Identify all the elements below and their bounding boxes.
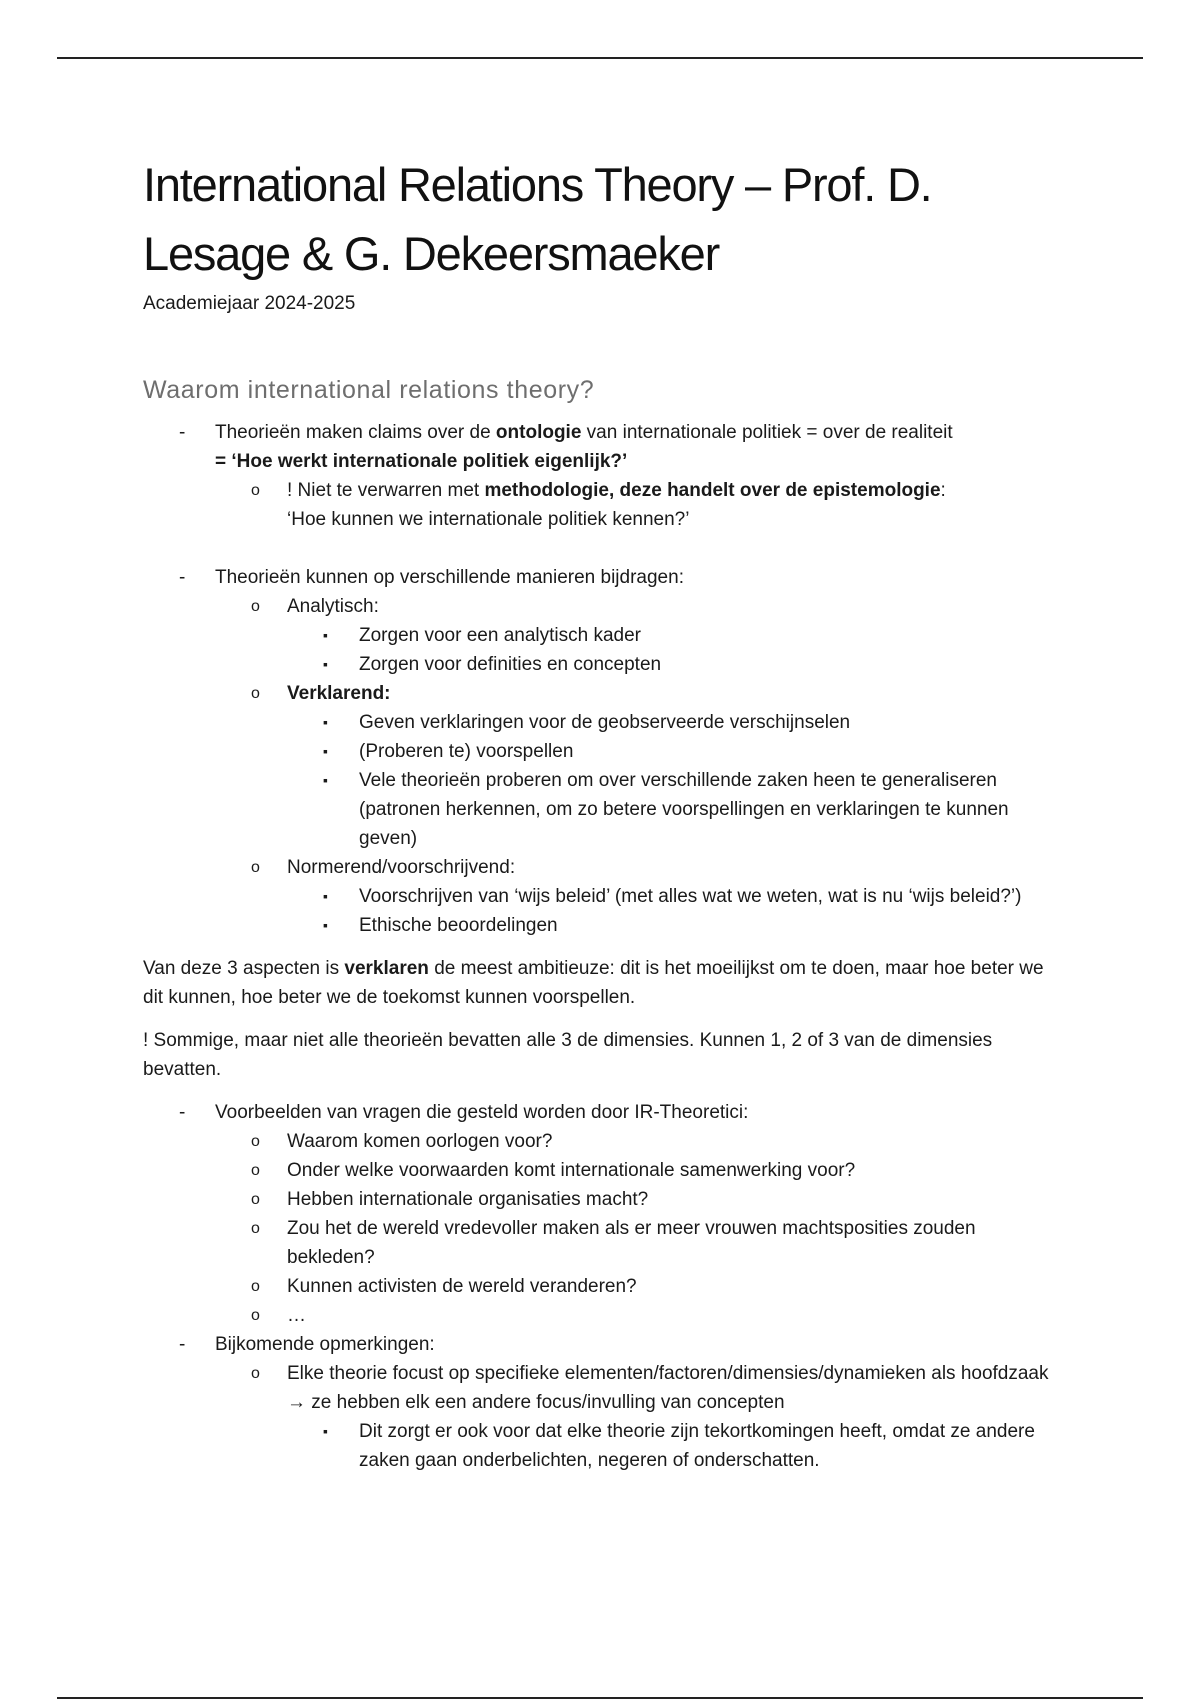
paragraph-dimensies: ! Sommige, maar niet alle theorieën bevatten alle 3 de dimensies. Kunnen 1, 2 of 3 van de dimensies bevatten. bbox=[143, 1030, 993, 1080]
list-item: ▪ (Proberen te) voorspellen bbox=[143, 737, 1063, 766]
circle-marker: o bbox=[251, 1220, 260, 1237]
circle-marker: o bbox=[251, 1307, 260, 1324]
square-marker: ▪ bbox=[323, 888, 328, 904]
list-item: ▪ Zorgen voor een analytisch kader bbox=[143, 621, 1063, 650]
list-item: ▪ Vele theorieën proberen om over verschillende zaken heen te generaliseren (patronen herkennen, om zo betere voorspellingen en verklaringen te kunnen geven) bbox=[143, 766, 1059, 853]
list-item: o Kunnen activisten de wereld veranderen? bbox=[143, 1272, 1063, 1301]
list-item: - Bijkomende opmerkingen: bbox=[143, 1330, 1063, 1359]
square-marker: ▪ bbox=[323, 1423, 328, 1439]
dash-marker: - bbox=[179, 1334, 186, 1355]
square-marker: ▪ bbox=[323, 743, 328, 759]
document-title: International Relations Theory – Prof. D. Lesage & G. Dekeersmaeker bbox=[143, 158, 932, 280]
circle-marker: o bbox=[251, 1133, 260, 1150]
square-marker: ▪ bbox=[323, 772, 328, 788]
list-item: - Theorieën kunnen op verschillende manieren bijdragen: bbox=[143, 563, 1063, 592]
list-item: o Verklarend: bbox=[143, 679, 1063, 708]
circle-marker: o bbox=[251, 1162, 260, 1179]
circle-marker: o bbox=[251, 1278, 260, 1295]
circle-marker: o bbox=[251, 598, 260, 615]
list-item: o Hebben internationale organisaties macht? bbox=[143, 1185, 1063, 1214]
list-item: ▪ Voorschrijven van ‘wijs beleid’ (met alles wat we weten, wat is nu ‘wijs beleid?’) bbox=[143, 882, 1059, 911]
academic-year: Academiejaar 2024-2025 bbox=[143, 293, 356, 314]
list-item: ▪ Dit zorgt er ook voor dat elke theorie zijn tekortkomingen heeft, omdat ze andere zaken gaan onderbelichten, negeren of onderschatten. bbox=[143, 1417, 1069, 1475]
paragraph-verklaren: Van deze 3 aspecten is verklaren de meest ambitieuze: dit is het moeilijkst om te doen, maar hoe beter we dit kunnen, hoe beter we de toekomst kunnen voorspellen. bbox=[143, 958, 1044, 1008]
list-item: o … bbox=[143, 1301, 1063, 1330]
square-marker: ▪ bbox=[323, 917, 328, 933]
list-item: o Normerend/voorschrijvend: bbox=[143, 853, 1063, 882]
square-marker: ▪ bbox=[323, 656, 328, 672]
list-item: o Onder welke voorwaarden komt internationale samenwerking voor? bbox=[143, 1156, 1063, 1185]
circle-marker: o bbox=[251, 1365, 260, 1382]
circle-marker: o bbox=[251, 685, 260, 702]
list-item: o Zou het de wereld vredevoller maken als er meer vrouwen machtsposities zouden bekleden? bbox=[143, 1214, 1047, 1272]
square-marker: ▪ bbox=[323, 714, 328, 730]
circle-marker: o bbox=[251, 1191, 260, 1208]
section-heading: Waarom international relations theory? bbox=[143, 376, 595, 404]
dash-marker: - bbox=[179, 567, 186, 588]
list-item: ▪ Ethische beoordelingen bbox=[143, 911, 1063, 940]
list-item: o ! Niet te verwarren met methodologie, deze handelt over de epistemologie: ‘Hoe kunnen we internationale politiek kennen?’ bbox=[143, 476, 1063, 534]
circle-marker: o bbox=[251, 482, 260, 499]
list-item: ▪ Zorgen voor definities en concepten bbox=[143, 650, 1063, 679]
list-item: o Analytisch: bbox=[143, 592, 1063, 621]
dash-marker: - bbox=[179, 1102, 186, 1123]
document-body bbox=[143, 150, 1063, 1475]
bullet-list bbox=[143, 418, 1063, 940]
footer-rule bbox=[57, 1697, 1143, 1699]
list-item: - Theorieën maken claims over de ontologie van internationale politiek = over de realiteit = ‘Hoe werkt internationale politiek eigenlijk?’ bbox=[143, 418, 1063, 476]
list-item: o Waarom komen oorlogen voor? bbox=[143, 1127, 1063, 1156]
circle-marker: o bbox=[251, 859, 260, 876]
list-item: o Elke theorie focust op specifieke elementen/factoren/dimensies/dynamieken als hoofdzaak → ze hebben elk een andere focus/invulling van concepten bbox=[143, 1359, 1067, 1417]
square-marker: ▪ bbox=[323, 627, 328, 643]
dash-marker: - bbox=[179, 422, 186, 443]
list-item: - Voorbeelden van vragen die gesteld worden door IR-Theoretici: bbox=[143, 1098, 1063, 1127]
list-item: ▪ Geven verklaringen voor de geobserveerde verschijnselen bbox=[143, 708, 1063, 737]
bullet-list bbox=[143, 1098, 1063, 1475]
header-rule bbox=[57, 57, 1143, 59]
